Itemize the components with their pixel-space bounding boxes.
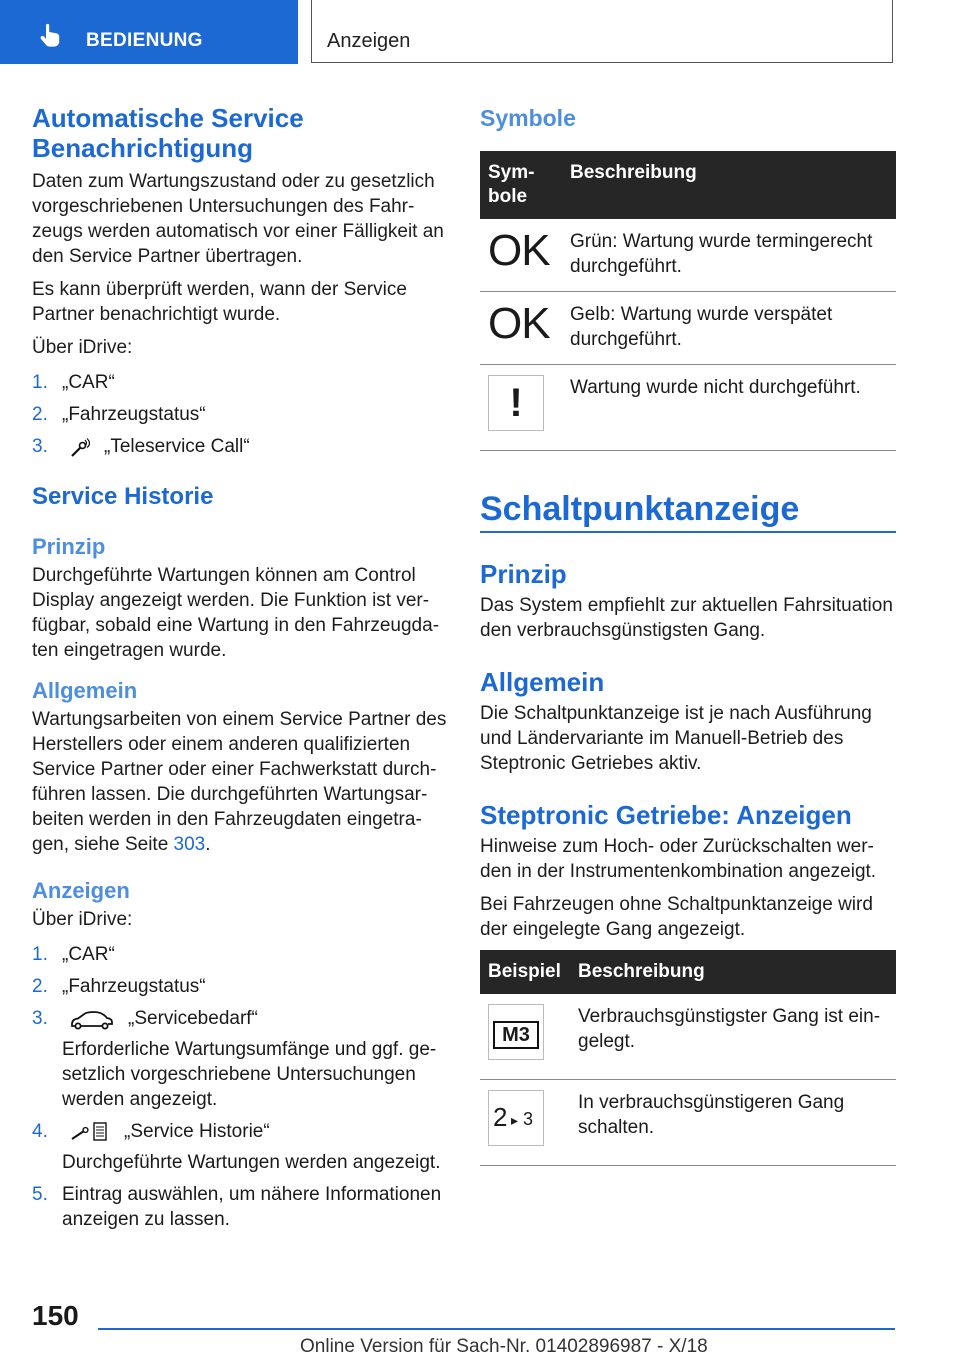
- table-row: [480, 994, 896, 1080]
- gear-shift-up-icon: 2 ▸ 3: [488, 1090, 544, 1146]
- ok-yellow-icon: OK: [488, 299, 550, 348]
- table-cell: Verbrauchsgünstigster Gang ist eingelegt.: [570, 994, 896, 1080]
- table-header: [480, 151, 896, 219]
- left-column: [32, 103, 452, 1232]
- history-prinzip-title: Prinzip: [32, 534, 106, 559]
- list-item: 4. „Service Historie“ Durchgeführte Wartungen werden angezeigt.: [32, 1121, 441, 1173]
- table-cell: Gelb: Wartung wurde verspätet durchgeführt.: [562, 292, 896, 365]
- wrench-signal-icon: [70, 438, 90, 458]
- history-prinzip-text: Durchgeführte Wartungen können am Control Display angezeigt werden. Die Funktion ist verfügbar, sobald eine Wartung in den Fahrzeugdaten eingetragen wurde.: [32, 565, 440, 661]
- history-anzeigen-intro: Über iDrive:: [32, 909, 133, 930]
- list-item: 2. „Fahrzeugstatus“: [32, 404, 206, 425]
- chapter-header: [311, 0, 893, 63]
- section-tab[interactable]: [0, 0, 298, 64]
- table-header-description: Beschreibung: [562, 151, 896, 219]
- service-history-title: Service Historie: [32, 483, 214, 510]
- history-allgemein-title: Allgemein: [32, 678, 138, 703]
- ok-green-icon: OK: [488, 226, 550, 275]
- table-row: [480, 219, 896, 292]
- schaltpunkt-title: Schaltpunktanzeige: [480, 490, 800, 528]
- symbole-title: Symbole: [480, 105, 576, 131]
- service-history-icon: [70, 1121, 110, 1143]
- auto-service-paragraph-2: Es kann überprüft werden, wann der Service Partner benachrichtigt wurde.: [32, 279, 407, 325]
- section-tab-label: BEDIENUNG: [86, 30, 203, 51]
- schalt-allgemein-title: Allgemein: [480, 667, 605, 697]
- steptronic-paragraph-1: Hinweise zum Hoch- oder Zurückschalten werden in der Instrumentenkombination angezeigt.: [480, 836, 877, 882]
- table-cell: Grün: Wartung wurde termingerecht durchgeführt.: [562, 219, 896, 292]
- page-link[interactable]: 303: [173, 834, 206, 855]
- gear-m3-icon: M3: [488, 1004, 544, 1060]
- list-item: 5. Eintrag auswählen, um nähere Informationen anzeigen zu lassen.: [32, 1184, 442, 1230]
- auto-service-paragraph-1: Daten zum Wartungszustand oder zu gesetzlich vorgeschriebenen Untersuchungen des Fahrzeugs werden automatisch vor einer Fälligkeit an den Service Partner übertragen.: [32, 171, 444, 267]
- steptronic-paragraph-2: Bei Fahrzeugen ohne Schaltpunktanzeige wird der eingelegte Gang angezeigt.: [480, 894, 873, 940]
- right-column: [480, 100, 896, 1166]
- table-cell: In verbrauchsgünstigeren Gang schalten.: [570, 1080, 896, 1166]
- gear-table: [480, 950, 896, 1166]
- page-number: 150: [32, 1300, 79, 1331]
- steptronic-title: Steptronic Getriebe: Anzeigen: [480, 800, 852, 830]
- chapter-title: Anzeigen: [327, 30, 411, 52]
- schalt-prinzip-text: Das System empfiehlt zur aktuellen Fahrsituation den verbrauchsgünstigsten Gang.: [480, 595, 893, 641]
- table-header-symbols: Symbole: [480, 151, 562, 219]
- table-row: [480, 365, 896, 451]
- history-anzeigen-title: Anzeigen: [32, 878, 130, 903]
- history-steps: [32, 942, 452, 1232]
- schalt-allgemein-text: Die Schaltpunktanzeige ist je nach Ausführung und Ländervariante im Manuell-Betrieb des Steptronic Getriebes aktiv.: [480, 703, 872, 774]
- footer-divider: [98, 1328, 895, 1330]
- symbols-table: [480, 151, 896, 451]
- table-header: [480, 950, 896, 994]
- list-item: 2. „Fahrzeugstatus“: [32, 976, 206, 997]
- auto-service-title: Automatische Service Benachrichtigung: [32, 103, 304, 163]
- history-allgemein-text: Wartungsarbeiten von einem Service Partner des Herstellers oder einem anderen qualifizierten Service Partner oder einer Fachwerkstatt durchführen lassen. Die durchgeführten Wartungsarbeiten werden in den Fahrzeugdaten eingetragen, siehe Seite 303.: [32, 709, 447, 855]
- list-item: 3. „Servicebedarf“ Erforderliche Wartungsumfänge und ggf. gesetzlich vorgeschriebene Untersuchungen werden angezeigt.: [32, 1008, 437, 1110]
- table-header-example: Beispiel: [480, 950, 570, 994]
- car-icon: [70, 1010, 114, 1030]
- warning-exclamation-icon: !: [488, 375, 544, 431]
- hand-icon: [38, 22, 64, 48]
- list-item: 3. „Teleservice Call“: [32, 436, 250, 457]
- auto-service-paragraph-3: Über iDrive:: [32, 337, 133, 358]
- table-row: [480, 292, 896, 365]
- footer-text: Online Version für Sach-Nr. 01402896987 - X/18: [300, 1336, 708, 1357]
- auto-service-steps: [32, 370, 452, 459]
- table-row: [480, 1080, 896, 1166]
- table-cell: Wartung wurde nicht durchgeführt.: [562, 365, 896, 451]
- title-underline: [480, 531, 896, 533]
- list-item: 1. „CAR“: [32, 372, 115, 393]
- table-header-description: Beschreibung: [570, 950, 896, 994]
- schalt-prinzip-title: Prinzip: [480, 559, 567, 589]
- list-item: 1. „CAR“: [32, 944, 115, 965]
